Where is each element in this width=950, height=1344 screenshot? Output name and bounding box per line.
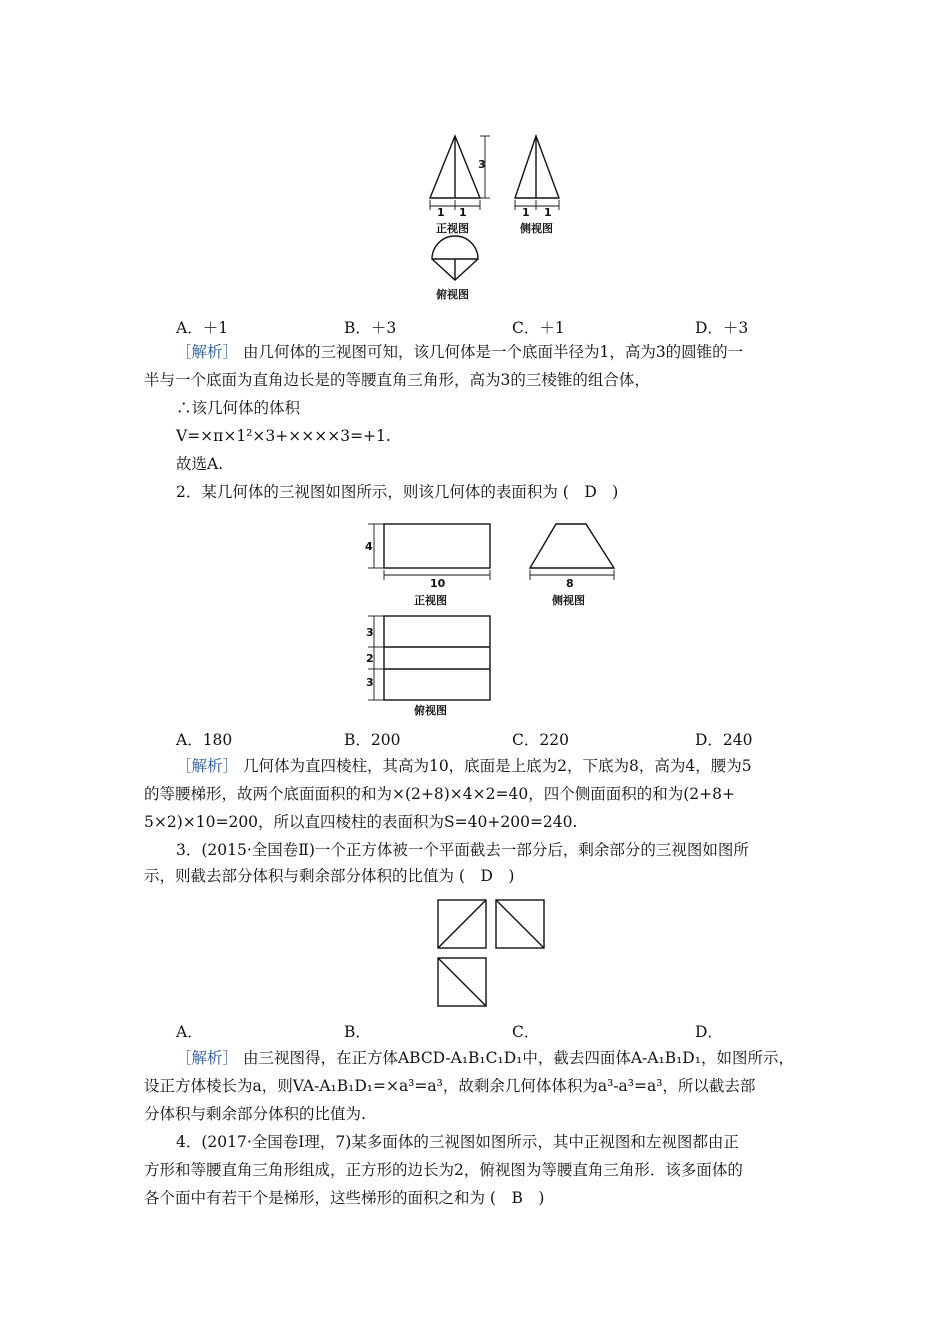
q2-analysis-line1 bbox=[176, 756, 752, 776]
analysis-tag: ［解析］ bbox=[176, 343, 239, 361]
q1-analysis-line4: V=×π×1²×3+××××3=+1. bbox=[176, 427, 391, 445]
q3-analysis-line3: 分体积与剩余部分体积的比值为. bbox=[144, 1105, 366, 1123]
q1-analysis-line2: 半与一个底面为直角边长是的等腰直角三角形，高为3的三棱锥的组合体， bbox=[144, 371, 650, 389]
q1-analysis-line3: ∴该几何体的体积 bbox=[176, 399, 301, 417]
q1-analysis-line5: 故选A. bbox=[176, 455, 224, 473]
q2-side-view-label: 侧视图 bbox=[552, 594, 585, 607]
q2-dim-10: 10 bbox=[430, 577, 446, 590]
q2-option-b: B．200 bbox=[344, 731, 401, 749]
q2-analysis-line2: 的等腰梯形，故两个底面面积的和为×(2+8)×4×2=40，四个侧面面积的和为(2+8+ bbox=[144, 785, 735, 803]
q1-side-dim-right-1: 1 bbox=[544, 206, 552, 219]
q1-option-a: A．＋1 bbox=[176, 319, 229, 337]
q3-option-a: A． bbox=[176, 1023, 203, 1041]
q2-option-c: C．220 bbox=[512, 731, 569, 749]
q2-dim-8: 8 bbox=[566, 577, 574, 590]
q1-side-view-label: 侧视图 bbox=[520, 222, 553, 235]
q1-top-view-label: 俯视图 bbox=[436, 288, 469, 301]
q3-option-d: D． bbox=[695, 1023, 723, 1041]
q2-top-view-label: 俯视图 bbox=[414, 704, 447, 717]
q1-front-view-label: 正视图 bbox=[436, 222, 469, 235]
q3-analysis-line1 bbox=[176, 1048, 794, 1068]
q3-analysis-line2: 设正方体棱长为a，则VA-A₁B₁D₁=×a³=a³，故剩余几何体体积为a³-a³=a³，所以截去部 bbox=[144, 1077, 756, 1095]
q1-dim-left-1: 1 bbox=[437, 206, 445, 219]
q2-option-d: D．240 bbox=[695, 731, 753, 749]
q2-dim-2: 2 bbox=[366, 652, 374, 665]
q1-dim-right-1: 1 bbox=[459, 206, 467, 219]
q2-analysis-line3: 5×2)×10=200，所以直四棱柱的表面积为S=40+200=240. bbox=[144, 813, 578, 831]
q1-option-c: C．＋1 bbox=[512, 319, 565, 337]
q1-analysis-line1 bbox=[176, 342, 743, 362]
q3-option-b: B． bbox=[344, 1023, 371, 1041]
q1-dim-height: 3 bbox=[478, 158, 486, 171]
q3-analysis-text1: 由三视图得，在正方体ABCD-A₁B₁C₁D₁中，截去四面体A-A₁B₁D₁，如图所示， bbox=[242, 1049, 794, 1067]
q2-stem: 2．某几何体的三视图如图所示，则该几何体的表面积为 ( D ) bbox=[176, 483, 619, 501]
q1-analysis-text1: 由几何体的三视图可知，该几何体是一个底面半径为1，高为3的圆锥的一 bbox=[242, 343, 744, 361]
q2-top-view-figure bbox=[360, 612, 500, 702]
analysis-tag: ［解析］ bbox=[176, 757, 239, 775]
q1-side-view-figure bbox=[510, 132, 570, 222]
q1-option-d: D．＋3 bbox=[695, 319, 749, 337]
q3-three-views-figure bbox=[436, 898, 548, 1010]
analysis-tag: ［解析］ bbox=[176, 1049, 239, 1067]
q2-analysis-text1: 几何体为直四棱柱，其高为10，底面是上底为2，下底为8，高为4，腰为5 bbox=[242, 757, 752, 775]
q4-stem-line3: 各个面中有若干个是梯形，这些梯形的面积之和为 ( B ) bbox=[144, 1189, 545, 1207]
q4-stem-line2: 方形和等腰直角三角形组成，正方形的边长为2，俯视图为等腰直角三角形．该多面体的 bbox=[144, 1161, 743, 1179]
q4-stem-line1: 4．(2017·全国卷Ⅰ理，7)某多面体的三视图如图所示，其中正视图和左视图都由正 bbox=[176, 1133, 739, 1151]
q3-stem-line1: 3．(2015·全国卷Ⅱ)一个正方体被一个平面截去一部分后，剩余部分的三视图如图所 bbox=[176, 841, 749, 859]
q3-option-c: C． bbox=[512, 1023, 540, 1041]
q1-option-b: B．＋3 bbox=[344, 319, 397, 337]
q2-front-view-label: 正视图 bbox=[414, 594, 447, 607]
q1-top-view-figure bbox=[430, 240, 480, 285]
q2-dim-3-bottom: 3 bbox=[366, 676, 374, 689]
q2-dim-4: 4 bbox=[365, 540, 373, 553]
q2-side-view-figure bbox=[526, 520, 626, 590]
q1-side-dim-left-1: 1 bbox=[522, 206, 530, 219]
q3-stem-line2: 示，则截去部分体积与剩余部分体积的比值为 ( D ) bbox=[144, 867, 515, 885]
q2-option-a: A．180 bbox=[176, 731, 233, 749]
q2-dim-3-top: 3 bbox=[366, 626, 374, 639]
